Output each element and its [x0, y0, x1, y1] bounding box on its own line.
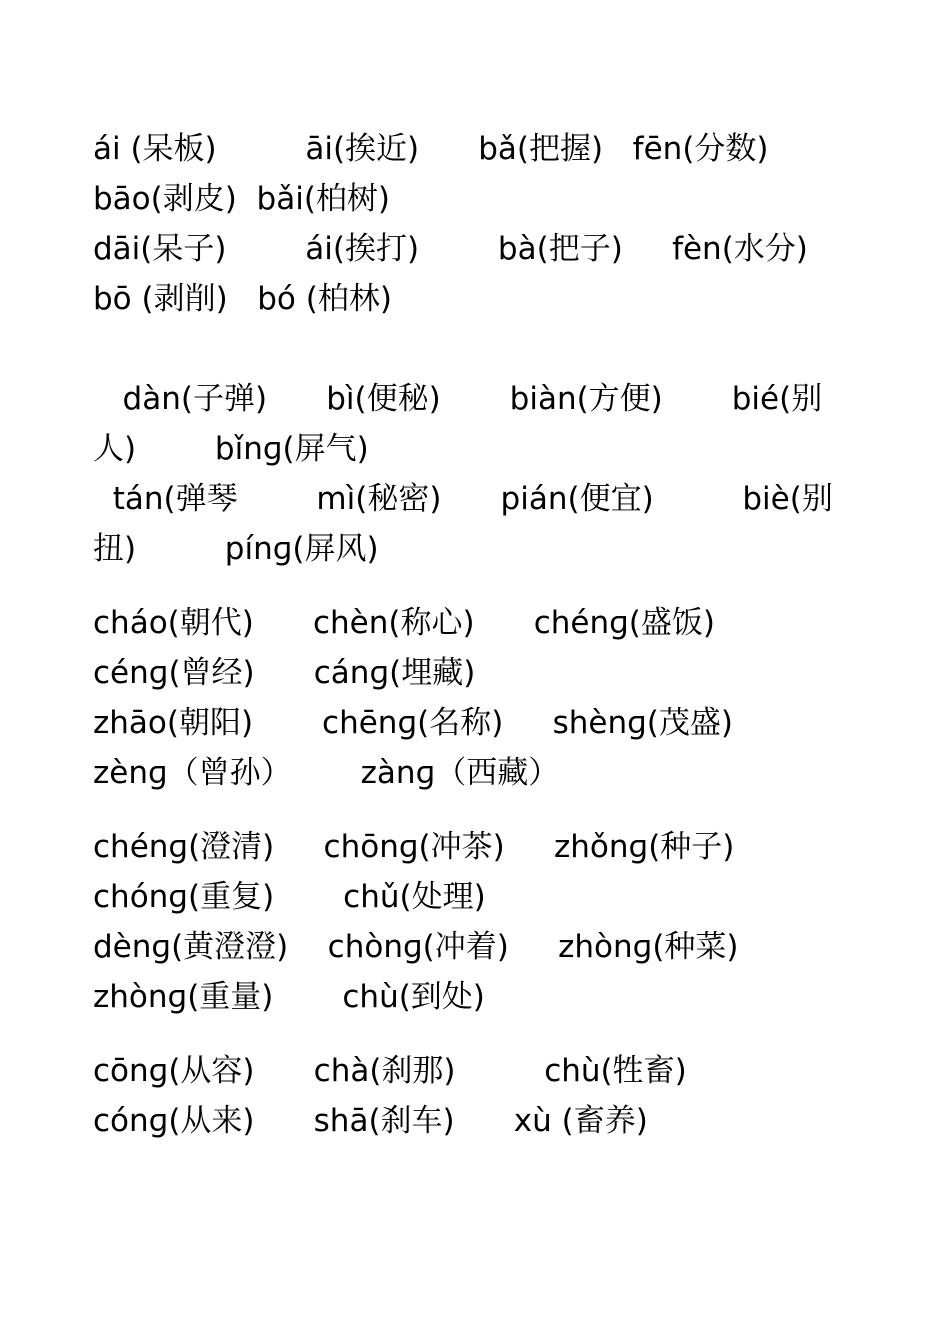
text-line: dāi(呆子) ái(挨打) bà(把子) fèn(水分) — [93, 231, 808, 267]
text-line: cōnɡ(从容) chà(刹那) chù(牲畜) — [93, 1053, 687, 1089]
text-line: dènɡ(黄澄澄) chònɡ(冲着) zhònɡ(种菜) — [93, 929, 739, 965]
text-line: zhāo(朝阳) chēnɡ(名称) shènɡ(茂盛) — [93, 705, 733, 741]
text-line: tán(弹琴 mì(秘密) pián(便宜) biè(别 — [93, 481, 833, 517]
text-line: bāo(剥皮) bǎi(柏树) — [93, 181, 391, 217]
text-line: zhònɡ(重量) chù(到处) — [93, 979, 485, 1015]
text-line: ái (呆板) āi(挨近) bǎ(把握) fēn(分数) — [93, 131, 769, 167]
text-line: cénɡ(曾经) cánɡ(埋藏) — [93, 655, 476, 691]
text-line: 人) bǐnɡ(屏气) — [93, 431, 369, 467]
text-line: 扭) pínɡ(屏风) — [93, 531, 379, 567]
text-line: chónɡ(重复) chǔ(处理) — [93, 879, 486, 915]
text-line: bō (剥削) bó (柏林) — [93, 281, 392, 317]
text-line: zènɡ（曾孙） zànɡ（西藏） — [93, 755, 560, 791]
text-line: cháo(朝代) chèn(称心) chénɡ(盛饭) — [93, 605, 715, 641]
text-line: dàn(子弹) bì(便秘) biàn(方便) bié(别 — [93, 381, 823, 417]
text-line: cónɡ(从来) shā(刹车) xù (畜养) — [93, 1103, 648, 1139]
text-line: chénɡ(澄清) chōnɡ(冲茶) zhǒnɡ(种子) — [93, 829, 735, 865]
